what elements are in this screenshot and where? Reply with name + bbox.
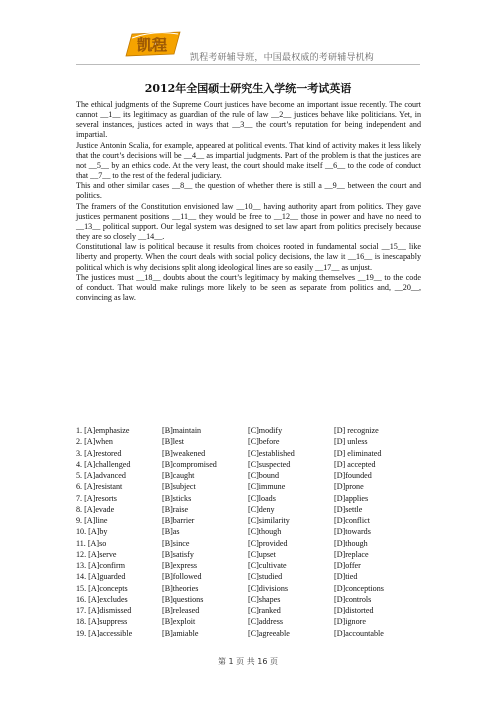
option-row (76, 436, 421, 447)
option-row (76, 470, 421, 481)
option-choice: [B]caught (162, 471, 195, 480)
exam-title: 2012年全国硕士研究生入学统一考试英语 (144, 82, 352, 95)
option-choice: [B]maintain (162, 426, 202, 435)
option-choice: 7. [A]resorts (76, 493, 117, 503)
option-choice: 12. [A]serve (76, 549, 117, 559)
option-choice: [D]conceptions (334, 583, 384, 593)
option-choice: [D]settle (334, 504, 363, 514)
option-choice: [B]exploit (162, 617, 196, 627)
option-row (76, 571, 421, 582)
header-tagline: 凯程考研辅导班，中国最权威的考研辅导机构 (190, 53, 375, 63)
option-choice: [D]tied (334, 572, 358, 582)
option-row (76, 481, 421, 492)
option-choice: [D]replace (334, 549, 369, 559)
option-choice: 5. [A]advanced (76, 471, 126, 480)
option-choice: [C]provided (248, 538, 288, 548)
passage-paragraph: Justice Antonin Scalia, for example, appeared at political events. That kind of activity makes it less likely that the court’s decisions will be __4__ as impartial judgments. Part of the problem is that the justices are not __5__ by an ethics code. At the very least, the court should make itself __6__ to the code of conduct that __7__ to the rest of the federal judiciary. (76, 140, 421, 181)
option-choice: [B]satisfy (162, 549, 194, 559)
passage-paragraph: This and other similar cases __8__ the question of whether there is still a __9__ between the court and politics. (76, 181, 421, 201)
option-choice: 8. [A]evade (76, 504, 115, 514)
option-choice: [D]distorted (334, 606, 374, 615)
option-choice: [B]theories (162, 583, 199, 593)
option-choice: 17. [A]dismissed (76, 606, 132, 615)
option-row (76, 515, 421, 526)
option-choice: 10. [A]by (76, 527, 108, 537)
option-choice: 13. [A]confirm (76, 561, 125, 570)
option-row (76, 628, 421, 639)
option-choice: [D] recognize (334, 426, 379, 435)
option-choice: 2. [A]when (76, 437, 113, 447)
option-choice: [D]controls (334, 594, 372, 604)
option-choice: 11. [A]so (76, 538, 107, 548)
option-choice: [D]accountable (334, 628, 384, 638)
option-choice: [B]compromised (162, 459, 217, 469)
option-choice: [C]similarity (248, 516, 290, 525)
option-choice: [C]before (248, 437, 280, 447)
option-choice: [D]founded (334, 471, 372, 480)
option-choice: [B]since (162, 538, 190, 548)
option-choice: [B]released (162, 606, 200, 615)
option-choice: [D]prone (334, 482, 364, 492)
option-choice: [C]though (248, 527, 282, 537)
option-choice: [B]subject (162, 482, 196, 492)
option-choice: [B]express (162, 561, 198, 570)
option-row (76, 605, 421, 616)
option-choice: 18. [A]suppress (76, 617, 128, 627)
option-choice: [C]suspected (248, 459, 291, 469)
option-choice: [D]ignore (334, 617, 366, 627)
header-divider (76, 64, 420, 65)
option-row (76, 616, 421, 627)
option-choice: 6. [A]resistant (76, 482, 123, 492)
option-choice: [D] eliminated (334, 448, 382, 458)
logo-text: 凯程 (136, 36, 168, 54)
option-choice: 4. [A]challenged (76, 459, 131, 469)
option-choice: 3. [A]restored (76, 448, 122, 458)
page-header (0, 0, 496, 70)
option-choice: [C]divisions (248, 583, 289, 593)
option-row (76, 549, 421, 560)
answer-options (76, 425, 421, 639)
option-choice: [C]shapes (248, 594, 281, 604)
option-row (76, 493, 421, 504)
option-choice: [B]questions (162, 594, 204, 604)
option-row (76, 594, 421, 605)
passage (76, 100, 421, 303)
option-row (76, 425, 421, 436)
option-choice: 19. [A]accessible (76, 628, 133, 638)
passage-paragraph: The framers of the Constitution envisioned law __10__ having authority apart from politics. They gave justices permanent positions __11__ they would be free to __12__ those in power and have no need to __13__ political support. Our legal system was designed to set law apart from politics precisely because they are so closely __14__. (76, 201, 421, 242)
option-choice: [B]followed (162, 572, 202, 582)
option-row (76, 560, 421, 571)
option-choice: 1. [A]emphasize (76, 426, 130, 435)
passage-paragraph: The ethical judgments of the Supreme Court justices have become an important issue recently. The court cannot __1__ its legitimacy as guardian of the rule of law __2__ justices behave like politicians. Yet, in several instances, justices acted in ways that __3__ the court’s reputation for being independent and impartial. (76, 100, 421, 140)
option-choice: [D]offer (334, 561, 361, 570)
option-choice: [B]sticks (162, 493, 192, 503)
option-choice: [C]cultivate (248, 561, 287, 570)
option-choice: 15. [A]concepts (76, 583, 128, 593)
option-choice: [C]immune (248, 482, 286, 492)
option-choice: [C]studied (248, 572, 283, 582)
option-choice: [D]towards (334, 527, 371, 537)
option-choice: [B]raise (162, 504, 189, 514)
option-choice: [C]ranked (248, 606, 281, 615)
option-choice: [C]deny (248, 504, 275, 514)
option-choice: [D]though (334, 538, 368, 548)
option-choice: [C]modify (248, 426, 283, 435)
option-choice: [C]established (248, 448, 295, 458)
option-choice: [B]amiable (162, 628, 199, 638)
option-choice: [D] unless (334, 437, 368, 447)
option-row (76, 583, 421, 594)
option-choice: [B]weakened (162, 448, 206, 458)
option-choice: [C]bound (248, 471, 280, 480)
option-row (76, 448, 421, 459)
option-choice: [C]upset (248, 549, 276, 559)
option-choice: [C]agreeable (248, 628, 290, 638)
option-choice: [B]lest (162, 437, 185, 447)
option-choice: 14. [A]guarded (76, 572, 126, 582)
page-number: 第 1 页 共 16 页 (218, 657, 278, 666)
option-choice: [C]loads (248, 493, 276, 503)
option-row (76, 459, 421, 470)
option-choice: [B]barrier (162, 516, 195, 525)
option-choice: [D] accepted (334, 459, 376, 469)
option-choice: [D]applies (334, 493, 369, 503)
option-choice: 16. [A]excludes (76, 594, 128, 604)
option-choice: [B]as (162, 527, 180, 537)
option-choice: [C]address (248, 617, 284, 627)
option-row (76, 504, 421, 515)
passage-paragraph: Constitutional law is political because it results from choices rooted in fundamental social __15__ like liberty and property. When the court deals with social policy decisions, the law it __16__ is inescapably political which is why decisions split along ideological lines are so easily __17__ as unjust. (76, 242, 421, 272)
passage-paragraph: The justices must __18__ doubts about the court’s legitimacy by making themselves __19__ to the code of conduct. That would make rulings more likely to be seen as separate from politics and, __20__, convincing as law. (76, 272, 421, 302)
option-row (76, 538, 421, 549)
option-choice: [D]conflict (334, 516, 370, 525)
option-row (76, 526, 421, 537)
option-choice: 9. [A]line (76, 516, 108, 525)
kaicheng-logo-icon (124, 28, 184, 58)
